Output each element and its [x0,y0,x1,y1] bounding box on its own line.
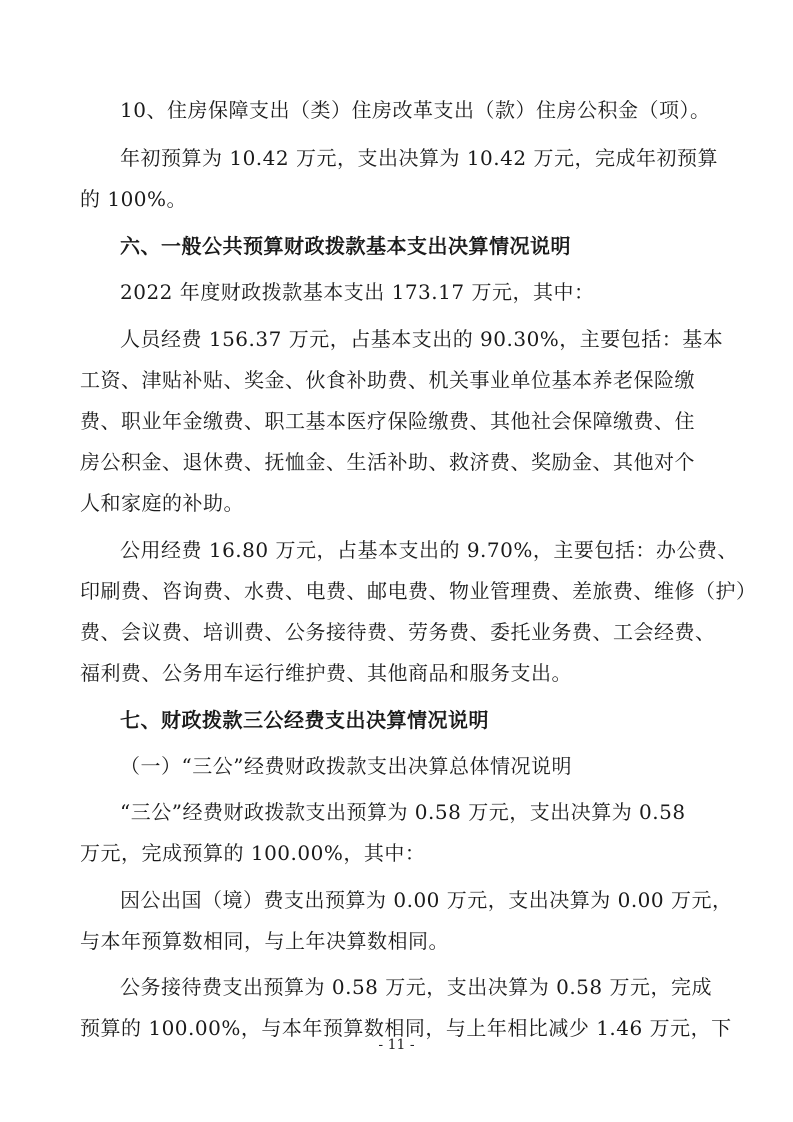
paragraph-line-housing-fund-item: 10、住房保障支出（类）住房改革支出（款）住房公积金（项）。 [120,98,711,122]
paragraph-line-overseas-travel-cont: 与本年预算数相同，与上年决算数相同。 [80,929,449,953]
paragraph-line-reception: 公务接待费支出预算为 0.58 万元，支出决算为 0.58 万元，完成 [120,975,712,999]
paragraph-line-public-expense-cont-3: 福利费、公务用车运行维护费、其他商品和服务支出。 [80,661,572,685]
paragraph-line-personnel-expense-cont-2: 费、职业年金缴费、职工基本医疗保险缴费、其他社会保障缴费、住 [80,409,695,433]
section-heading-basic-expenditure: 六、一般公共预算财政拨款基本支出决算情况说明 [120,234,571,258]
page-number: - 11 - [378,1037,415,1053]
paragraph-line-reception-cont: 预算的 100.00%，与本年预算数相同，与上年相比减少 1.46 万元，下 [80,1016,732,1040]
paragraph-line-public-expense: 公用经费 16.80 万元，占基本支出的 9.70%，主要包括：办公费、 [120,538,738,562]
paragraph-line-public-expense-cont-1: 印刷费、咨询费、水费、电费、邮电费、物业管理费、差旅费、维修（护） [80,579,757,603]
paragraph-line-personnel-expense-cont-3: 房公积金、退休费、抚恤金、生活补助、救济费、奖励金、其他对个 [80,450,695,474]
paragraph-line-personnel-expense: 人员经费 156.37 万元，占基本支出的 90.30%，主要包括：基本 [120,327,724,351]
subsection-heading-overall: （一）“三公”经费财政拨款支出决算总体情况说明 [120,754,572,778]
paragraph-line-personnel-expense-cont-4: 人和家庭的补助。 [80,491,244,515]
paragraph-line-housing-fund-budget: 年初预算为 10.42 万元，支出决算为 10.42 万元，完成年初预算 [120,146,718,170]
paragraph-line-overseas-travel: 因公出国（境）费支出预算为 0.00 万元，支出决算为 0.00 万元， [120,888,733,912]
paragraph-line-housing-fund-completion: 的 100%。 [80,187,188,211]
paragraph-line-basic-expenditure-total: 2022 年度财政拨款基本支出 173.17 万元，其中： [120,280,595,304]
section-heading-three-public-expenses: 七、财政拨款三公经费支出决算情况说明 [120,708,489,732]
paragraph-line-three-public-budget: “三公”经费财政拨款支出预算为 0.58 万元，支出决算为 0.58 [120,800,686,824]
paragraph-line-personnel-expense-cont-1: 工资、津贴补贴、奖金、伙食补助费、机关事业单位基本养老保险缴 [80,368,695,392]
paragraph-line-three-public-budget-cont: 万元，完成预算的 100.00%，其中： [80,841,426,865]
paragraph-line-public-expense-cont-2: 费、会议费、培训费、公务接待费、劳务费、委托业务费、工会经费、 [80,620,716,644]
